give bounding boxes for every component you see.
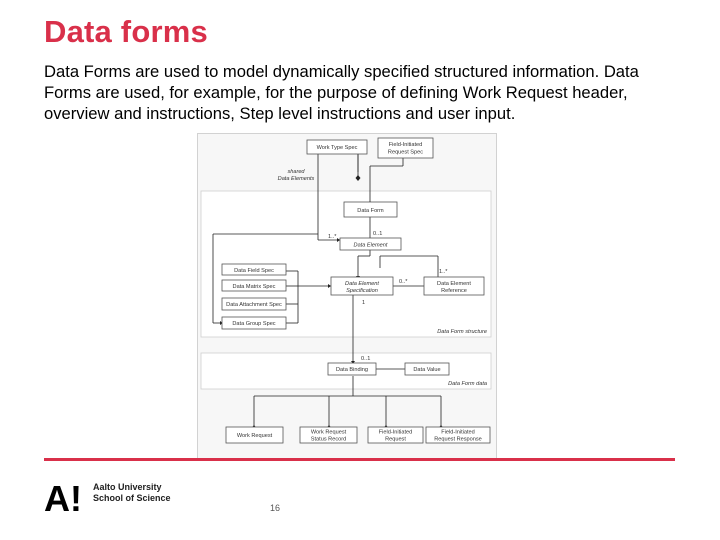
logo-wordmark	[93, 482, 171, 504]
logo-school-name: School of Science	[93, 493, 171, 503]
logo-mark: A!	[44, 481, 82, 513]
label-data-element-specification-line1: Data Element	[345, 281, 379, 287]
multiplicity-label: 1..*	[439, 269, 448, 275]
aalto-logo	[44, 481, 86, 518]
label-field-initiated-request-response-line2: Request Response	[434, 436, 482, 443]
label-data-attachment-spec: Data Attachment Spec	[226, 302, 282, 308]
multiplicity-label: 0..1	[373, 231, 383, 237]
multiplicity-label: 0..1	[361, 356, 371, 362]
slide-body-text: Data Forms are used to model dynamically specified structured information. Data Forms are used, for example, for the purpose of defining Work Request header, overview and instructions, Step level instructions and user input.	[44, 62, 639, 123]
multiplicity-label: 0..*	[399, 279, 408, 285]
label-data-group-spec: Data Group Spec	[232, 321, 276, 327]
multiplicity-label: 1	[362, 300, 366, 306]
label-work-type-spec: Work Type Spec	[316, 145, 358, 151]
label-shared-line1: shared	[287, 169, 305, 175]
label-data-matrix-spec: Data Matrix Spec	[232, 284, 276, 290]
label-data-form-structure: Data Form structure	[437, 329, 487, 335]
label-field-initiated-request-line1: Field-Initiated	[378, 429, 413, 436]
label-shared-line2: Data Elements	[277, 176, 315, 182]
label-field-initiated-request-spec-line2: Request Spec	[387, 149, 424, 156]
footer-divider	[44, 458, 675, 461]
label-data-form-data: Data Form data	[448, 381, 487, 387]
label-work-request-status-record-line1: Work Request	[310, 429, 347, 436]
label-data-element-specification-line2: Specification	[346, 288, 378, 294]
logo-university-name: Aalto University	[93, 482, 162, 492]
label-work-request: Work Request	[236, 433, 273, 439]
label-data-element: Data Element	[353, 242, 388, 249]
label-field-initiated-request-line2: Request	[385, 436, 406, 443]
label-data-element-reference-line2: Reference	[441, 288, 467, 294]
label-data-form: Data Form	[357, 208, 384, 214]
label-data-value: Data Value	[413, 367, 441, 373]
label-data-binding: Data Binding	[335, 367, 369, 373]
label-field-initiated-request-spec-line1: Field-Initiated	[388, 142, 423, 148]
page-number: 16	[270, 503, 281, 513]
slide-title: Data forms	[44, 14, 208, 49]
label-data-field-spec: Data Field Spec	[234, 268, 274, 274]
label-work-request-status-record-line2: Status Record	[310, 436, 347, 443]
label-field-initiated-request-response-line1: Field-Initiated	[441, 429, 475, 436]
uml-class-diagram	[197, 133, 497, 459]
label-data-element-reference-line1: Data Element	[437, 281, 471, 287]
multiplicity-label: 1..*	[328, 234, 337, 240]
